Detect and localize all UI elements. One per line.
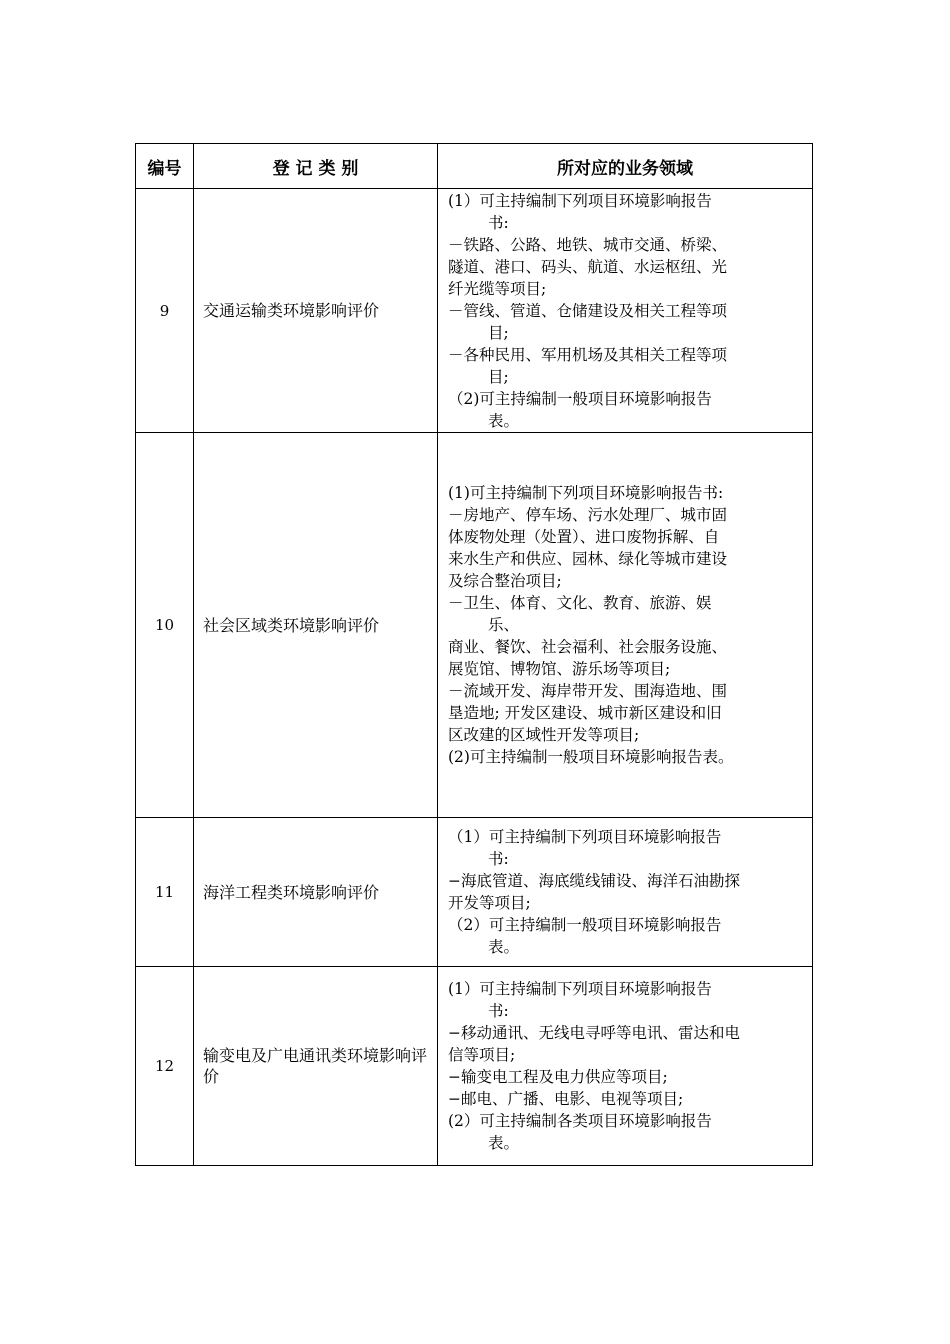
table-row: [136, 433, 813, 818]
domain-line: 隧道、港口、码头、航道、水运枢纽、光: [448, 257, 728, 276]
row-domain: [438, 818, 813, 967]
row-number: 12: [136, 967, 194, 1166]
table-header-row: [136, 144, 813, 189]
row-number: 9: [136, 189, 194, 433]
domain-line: (1）可主持编制下列项目环境影响报告: [448, 980, 712, 998]
domain-line: 及综合整治项目;: [448, 572, 562, 590]
domain-line: （2)可主持编制一般项目环境影响报告: [448, 389, 712, 408]
domain-line: (1)可主持编制下列项目环境影响报告书:: [448, 484, 724, 502]
row-category: 海洋工程类环境影响评价: [194, 818, 438, 967]
domain-line: (2）可主持编制各类项目环境影响报告: [448, 1112, 712, 1130]
domain-line: 表。: [488, 938, 520, 956]
domain-line: 书:: [488, 850, 509, 868]
domain-line: －管线、管道、仓储建设及相关工程等项: [448, 301, 728, 320]
domain-line: 书:: [488, 213, 509, 232]
row-domain: [438, 433, 813, 818]
domain-line: 纤光缆等项目;: [448, 279, 547, 298]
registration-table: [135, 143, 813, 1166]
header-category: 登 记 类 别: [194, 144, 438, 189]
domain-line: 目;: [488, 367, 509, 386]
domain-line: −输变电工程及电力供应等项目;: [448, 1068, 668, 1086]
domain-line: 商业、餐饮、社会福利、社会服务设施、: [448, 638, 728, 656]
domain-line: 体废物处理（处置）、进口废物拆解、自: [448, 528, 720, 546]
domain-line: 表。: [488, 411, 520, 430]
row-category: 输变电及广电通讯类环境影响评价: [194, 967, 438, 1166]
domain-line: (1）可主持编制下列项目环境影响报告: [448, 191, 712, 210]
domain-line: 乐、: [488, 616, 520, 634]
domain-line: （2）可主持编制一般项目环境影响报告: [448, 916, 722, 934]
row-category: 社会区域类环境影响评价: [194, 433, 438, 818]
row-category: 交通运输类环境影响评价: [194, 189, 438, 433]
domain-line: －卫生、体育、文化、教育、旅游、娱: [448, 594, 712, 612]
row-domain: [438, 967, 813, 1166]
table-row: [136, 818, 813, 967]
domain-line: （1）可主持编制下列项目环境影响报告: [448, 828, 722, 846]
table-row: [136, 967, 813, 1166]
domain-line: －流域开发、海岸带开发、围海造地、围: [448, 682, 728, 700]
header-business-domain: 所对应的业务领域: [438, 144, 813, 189]
row-number: 10: [136, 433, 194, 818]
domain-line: －各种民用、军用机场及其相关工程等项: [448, 345, 728, 364]
header-number: 编号: [136, 144, 194, 189]
domain-line: 表。: [488, 1134, 520, 1152]
domain-line: −移动通讯、无线电寻呼等电讯、雷达和电: [448, 1024, 740, 1042]
row-domain: [438, 189, 813, 433]
domain-line: 目;: [488, 323, 509, 342]
domain-line: 书:: [488, 1002, 509, 1020]
domain-line: －铁路、公路、地铁、城市交通、桥梁、: [448, 235, 728, 254]
domain-line: −海底管道、海底缆线铺设、海洋石油勘探: [448, 872, 740, 890]
domain-line: －房地产、停车场、污水处理厂、城市固: [448, 506, 728, 524]
domain-line: 开发等项目;: [448, 894, 531, 912]
row-number: 11: [136, 818, 194, 967]
domain-line: 来水生产和供应、园林、绿化等城市建设: [448, 550, 728, 568]
domain-line: 展览馆、博物馆、游乐场等项目;: [448, 660, 671, 678]
domain-line: (2)可主持编制一般项目环境影响报告表。: [448, 748, 734, 766]
domain-line: 区改建的区域性开发等项目;: [448, 726, 640, 744]
domain-line: 信等项目;: [448, 1046, 516, 1064]
domain-line: 垦造地; 开发区建设、城市新区建设和旧: [448, 704, 722, 722]
domain-line: −邮电、广播、电影、电视等项目;: [448, 1090, 684, 1108]
table-row: [136, 189, 813, 433]
